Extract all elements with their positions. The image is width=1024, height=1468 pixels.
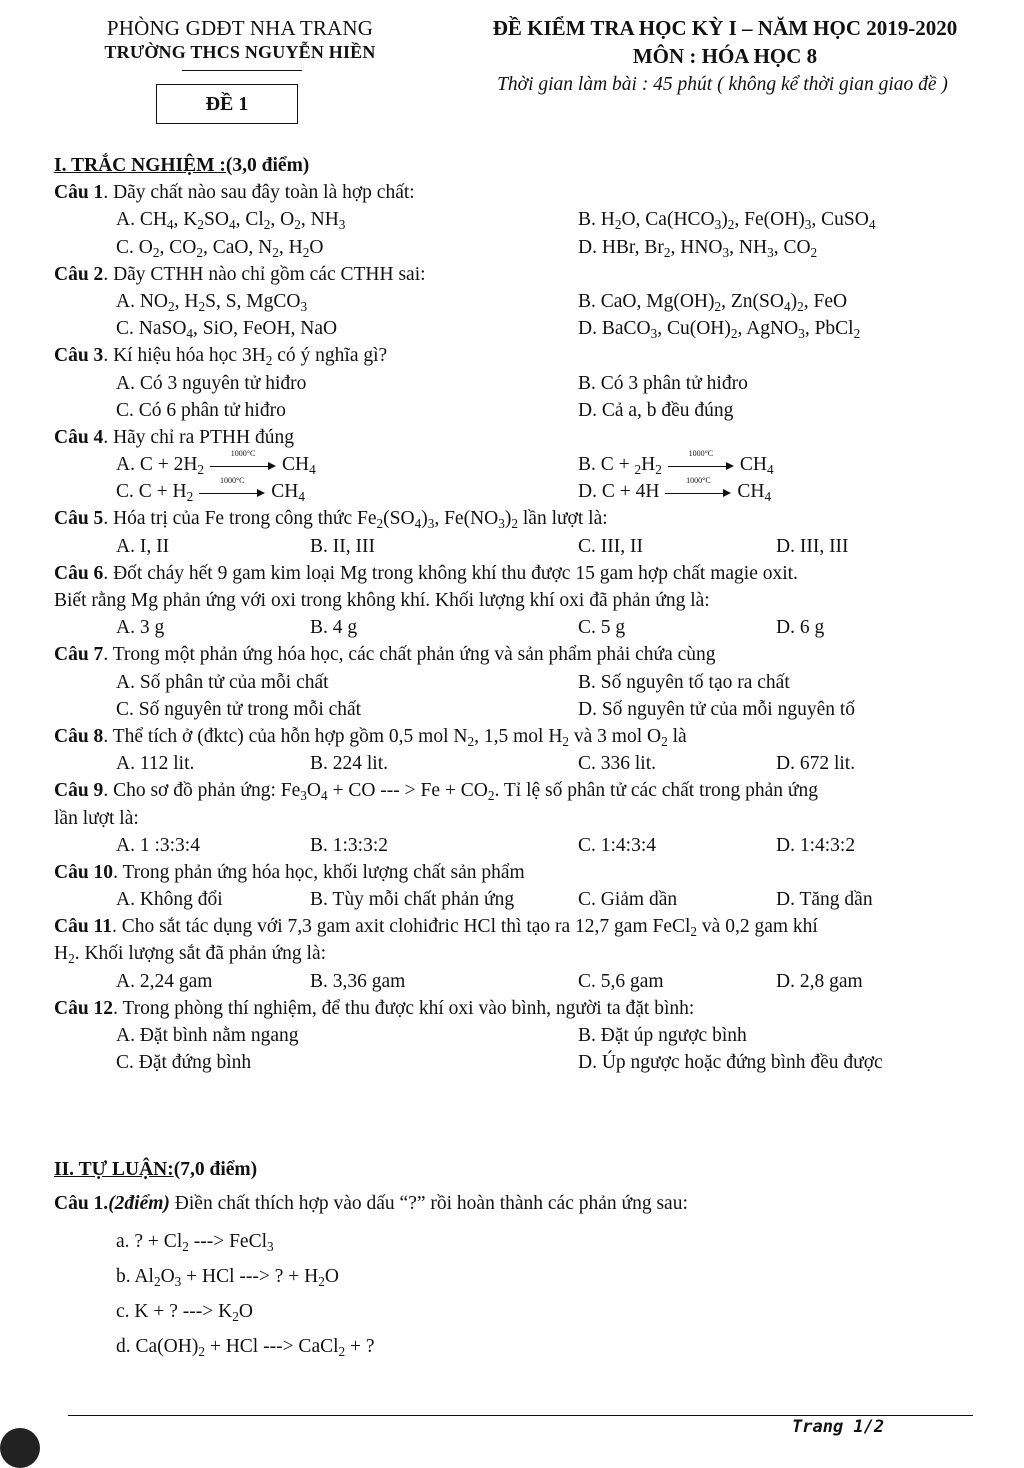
question-6: Câu 6. Đốt cháy hết 9 gam kim loại Mg trong không khí thu được 15 gam hợp chất magie oxit. <box>54 562 798 584</box>
question-9: Câu 9. Cho sơ đồ phản ứng: $Fe_3O_4$ + CO --- > $Fe + CO_2$. Tỉ lệ số phân tử các chất trong phản ứng <box>54 780 818 804</box>
option-a: A. 1 :3:3:4 <box>116 834 200 856</box>
option-c: C. NaSO$_4$, SiO, FeOH, NaO <box>116 318 338 342</box>
question-11-options <box>54 968 984 995</box>
question-1-options-row2 <box>54 234 984 261</box>
option-d: D. Số nguyên tử của mỗi nguyên tố <box>578 698 856 720</box>
option-b: B. 224 lit. <box>310 753 389 775</box>
question-10-options <box>54 886 984 913</box>
question-5: Câu 5. Hóa trị của Fe trong công thức $Fe_2(SO_4)_3$, $Fe(NO_3)_2$ lần lượt là: <box>54 508 608 532</box>
question-6-cont: Biết rằng Mg phản ứng với oxi trong không khí. Khối lượng khí oxi đã phản ứng là: <box>54 590 710 611</box>
reaction-arrow: 1000°C <box>668 460 734 472</box>
option-a: A. 2,24 gam <box>116 970 213 992</box>
option-d: D. III, III <box>776 535 849 557</box>
equation-b: b. $Al_2O_3$ + HCl ---> ? + $H_2O$ <box>116 1265 339 1289</box>
option-b: B. Có 3 phân tử hiđro <box>578 372 748 394</box>
option-d: D. HBr, $Br_2$, $HNO_3$, $NH_3$, $CO_2$ <box>578 236 818 260</box>
question-3: Câu 3. Kí hiệu hóa học $3H_2$ có ý nghĩa gì? <box>54 345 388 369</box>
option-d: D. 1:4:3:2 <box>776 834 856 856</box>
exam-content <box>54 152 984 1364</box>
option-a: A. I, II <box>116 535 170 557</box>
option-b: B. $C + _2H_2$ 1000°C $CH_4$ <box>578 448 774 478</box>
question-3-options-row1 <box>54 370 984 397</box>
option-c: C. 5,6 gam <box>578 970 664 992</box>
reaction-arrow: 1000°C <box>210 460 276 472</box>
option-c: C. 1:4:3:4 <box>578 834 657 856</box>
option-a: A. 3 g <box>116 617 165 639</box>
option-d: D. Cả a, b đều đúng <box>578 399 734 421</box>
question-12: Câu 12. Trong phòng thí nghiệm, để thu được khí oxi vào bình, người ta đặt bình: <box>54 997 695 1019</box>
footer-divider <box>68 1415 973 1416</box>
option-a: A. $NO_2$, $H_2S$, S, MgCO$_3$ <box>116 290 308 314</box>
option-d: D. BaCO$_3$, $Cu(OH)_2$, AgNO$_3$, PbCl$_2$ <box>578 318 861 342</box>
option-c: C. Có 6 phân tử hiđro <box>116 399 286 421</box>
option-d: D. Úp ngược hoặc đứng bình đều được <box>578 1052 883 1074</box>
option-b: B. 1:3:3:2 <box>310 834 389 856</box>
option-b: B. Số nguyên tố tạo ra chất <box>578 671 790 693</box>
question-2: Câu 2. Dãy CTHH nào chỉ gồm các CTHH sai: <box>54 263 426 285</box>
equation-a: a. ? + $Cl_2$ ---> FeCl$_3$ <box>116 1230 274 1254</box>
essay-question-1: Câu 1.(2điểm) Điền chất thích hợp vào dấu “?” rồi hoàn thành các phản ứng sau: <box>54 1192 688 1214</box>
option-a: A. Có 3 nguyên tử hiđro <box>116 372 307 394</box>
question-10: Câu 10. Trong phản ứng hóa học, khối lượng chất sản phẩm <box>54 861 525 883</box>
question-9-cont: lần lượt là: <box>54 807 139 829</box>
school-name: TRƯỜNG THCS NGUYỄN HIỀN <box>104 42 376 62</box>
equation-c: c. K + ? ---> $K_2O$ <box>116 1300 253 1324</box>
option-b: B. $H_2O$, $Ca(HCO_3)_2$, $Fe(OH)_3$, CuSO$_4$ <box>578 209 876 233</box>
option-c: C. Đặt đứng bình <box>116 1052 252 1074</box>
option-a: A. $C + 2H_2$ 1000°C $CH_4$ <box>116 448 316 478</box>
option-b: B. II, III <box>310 535 375 557</box>
reaction-arrow: 1000°C <box>665 487 731 499</box>
question-7: Câu 7. Trong một phản ứng hóa học, các chất phản ứng và sản phẩm phải chứa cùng <box>54 644 716 666</box>
question-4-options-row2 <box>54 475 984 505</box>
option-a: A. Đặt bình nằm ngang <box>116 1025 299 1046</box>
question-9-options <box>54 832 984 859</box>
reaction-arrow: 1000°C <box>199 487 265 499</box>
question-7-options-row1 <box>54 669 984 696</box>
section-multiple-choice: I. TRẮC NGHIỆM :(3,0 điểm) <box>54 155 310 176</box>
question-8: Câu 8. Thể tích ở (đktc) của hỗn hợp gồm 0,5 mol $N_2$, 1,5 mol $H_2$ và 3 mol $O_2$ là <box>54 725 687 749</box>
question-8-options <box>54 750 984 777</box>
question-2-options-row2 <box>54 315 984 342</box>
option-c: C. III, II <box>578 535 643 557</box>
option-d: D. 6 g <box>776 617 825 639</box>
question-11: Câu 11. Cho sắt tác dụng với 7,3 gam axit clohiđric HCl thì tạo ra 12,7 gam FeCl$_2$ và 0,2 gam khí <box>54 916 818 940</box>
option-c: C. 336 lit. <box>578 753 657 775</box>
option-c: C. 5 g <box>578 617 626 639</box>
header-divider <box>182 70 302 71</box>
option-b: B. Đặt úp ngược bình <box>578 1025 747 1046</box>
option-d: D. Tăng dần <box>776 889 873 911</box>
question-1-options-row1 <box>54 206 984 233</box>
option-b: B. 3,36 gam <box>310 970 406 992</box>
question-5-options <box>54 533 984 560</box>
question-7-options-row2 <box>54 696 984 723</box>
option-d: D. 672 lit. <box>776 753 856 775</box>
option-d: D. 2,8 gam <box>776 970 863 992</box>
option-a: A. Không đổi <box>116 889 223 911</box>
option-b: B. 4 g <box>310 617 358 639</box>
option-d: D. C + 4H 1000°C $CH_4$ <box>578 475 772 505</box>
exam-subject: MÔN : HÓA HỌC 8 <box>632 44 818 68</box>
section-essay: II. TỰ LUẬN:(7,0 điểm) <box>54 1159 258 1181</box>
equation-d: d. $Ca(OH)_2$ + HCl ---> CaCl$_2$ + ? <box>116 1335 375 1359</box>
question-2-options-row1 <box>54 288 984 315</box>
question-4: Câu 4. Hãy chỉ ra PTHH đúng <box>54 426 294 448</box>
exam-title: ĐỀ KIỂM TRA HỌC KỲ I – NĂM HỌC 2019-2020 <box>492 16 958 40</box>
option-b: B. CaO, $Mg(OH)_2$, $Zn(SO_4)_2$, FeO <box>578 290 848 314</box>
question-1: Câu 1. Dãy chất nào sau đây toàn là hợp chất: <box>54 182 415 204</box>
department-name: PHÒNG GDĐT NHA TRANG <box>106 16 374 40</box>
page-number: Trang 1/2 <box>792 1417 885 1437</box>
option-c: C. $O_2$, $CO_2$, CaO, $N_2$, $H_2O$ <box>116 236 324 260</box>
option-a: A. 112 lit. <box>116 753 195 775</box>
question-12-options-row1 <box>54 1022 984 1049</box>
question-11-cont: $H_2$. Khối lượng sắt đã phản ứng là: <box>54 943 327 967</box>
question-3-options-row2 <box>54 397 984 424</box>
question-12-options-row2 <box>54 1049 984 1076</box>
option-b: B. Tùy mỗi chất phản ứng <box>310 889 515 911</box>
exam-code-box: ĐỀ 1 <box>156 84 298 124</box>
option-c: C. Số nguyên tử trong mỗi chất <box>116 698 362 720</box>
option-c: C. Giảm dần <box>578 889 678 911</box>
option-a: A. $CH_4$, $K_2SO_4$, $Cl_2$, $O_2$, $NH_3$ <box>116 209 346 233</box>
option-c: C. $C + H_2$ 1000°C $CH_4$ <box>116 475 305 505</box>
question-6-options <box>54 614 984 641</box>
page-corner-mark <box>0 1428 40 1468</box>
exam-time: Thời gian làm bài : 45 phút ( không kể thời gian giao đề ) <box>497 74 948 95</box>
question-4-options-row1 <box>54 448 984 478</box>
option-a: A. Số phân tử của mỗi chất <box>116 671 329 693</box>
